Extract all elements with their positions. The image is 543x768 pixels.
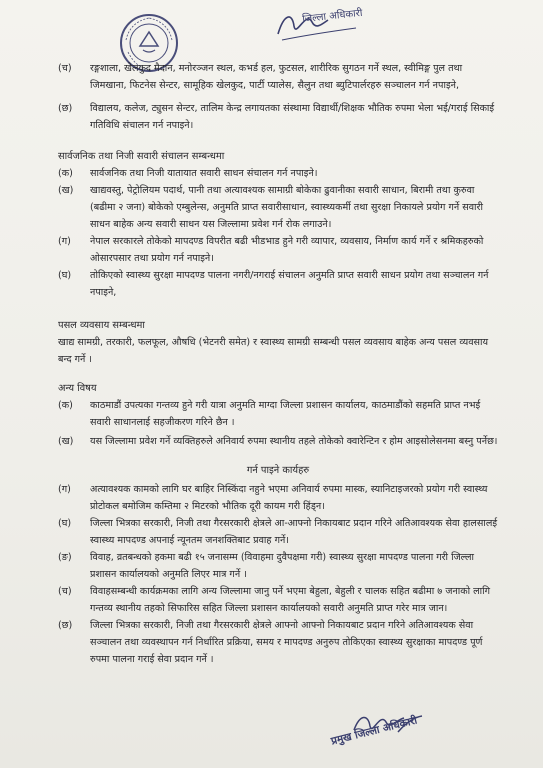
item-text: सार्वजनिक तथा निजी यातायात सवारी साधन संचालन गर्न नपाइने। [90, 168, 318, 179]
item-text: खाद्यवस्तु, पेट्रोलियम पदार्थ, पानी तथा अत्यावश्यक सामाग्री बोकेका ढुवानीका सवारी साधान, बिरामी तथा कुरुवा (बढीमा २ जना) बोकेको एम्बुलेन्स, अनुमति प्राप्त सवारीसाधान, स्वास्थ्यकर्मी तथा सुरक्षा निकायले प्रयोग गर्ने सवारी साधन बाहेक अन्य सवारी साधन यस जिल्लामा प्रवेश गर्न रोक लगाउने। [90, 185, 483, 230]
item-marker: (घ) [58, 518, 72, 529]
item-marker: (ग) [58, 484, 71, 495]
list-item [58, 165, 498, 182]
item-text: तोकिएको स्वास्थ्य सुरक्षा मापदण्ड पालना नगरी/नगराई संचालन अनुमति प्राप्त सवारी साधन प्रयोग तथा सञ्चालन गर्न नपाइने, [90, 270, 489, 298]
list-item [58, 267, 498, 301]
item-marker: (ङ) [58, 552, 72, 563]
list-item [58, 60, 498, 94]
list-item [58, 617, 498, 668]
item-marker: (घ) [58, 270, 72, 281]
top-stamp-label: जिल्ला अधिकारी [301, 7, 363, 26]
item-text: यस जिल्लामा प्रवेश गर्ने व्यक्तिहरुले अनिवार्य रुपमा स्थानीय तहले तोकेको क्वारेन्टिन र होम आइसोलेसनमा बस्नु पर्नेछ। [90, 436, 498, 447]
designation-stamp: प्रमुख जिल्ला अधिकारी [329, 714, 419, 748]
list-item [58, 433, 498, 450]
item-text: काठमाडौं उपत्यका गन्तव्य हुने गरी यात्रा अनुमति माग्दा जिल्ला प्रशासन कार्यालय, काठमाडौंको सहमति प्राप्त नभई सवारी साधानलाई सहजीकरण गरिने छैन । [90, 400, 481, 428]
item-text: जिल्ला भित्रका सरकारी, निजी तथा गैरसरकारी क्षेत्रले आफ्नो आफ्नो निकायबाट प्रदान गरिने अतिआवश्यक सेवा सञ्चालन तथा व्यवस्थापन गर्न निर्धारित प्रक्रिया, समय र मापदण्ड अनुरुप तोकिएका स्वास्थ्य सुरक्षाका मापदण्ड पूर्ण रुपमा पालना गराई सेवा प्रदान गर्ने । [90, 620, 483, 665]
item-marker: (च) [58, 586, 72, 597]
item-marker: (क) [58, 400, 73, 411]
item-text: विवाहसम्बन्धी कार्यक्रमका लागि अन्य जिल्लामा जानु पर्ने भएमा बेहुला, बेहुली र चालक सहित बढीमा ७ जनाको लागि गन्तव्य स्थानीय तहको सिफारिस सहित जिल्ला प्रशासन कार्यालयको सवारी अनुमति प्राप्त गरेर मात्र जान। [90, 586, 491, 614]
section-heading: गर्न पाइने कार्यहरु [246, 465, 310, 476]
item-text: जिल्ला भित्रका सरकारी, निजी तथा गैरसरकारी क्षेत्रले आ-आफ्नो निकायबाट प्रदान गरिने अतिआवश्यक सेवा हालसालई स्वास्थ्य मापदण्ड अपनाई न्यूनतम जनशक्तिबाट प्रवाह गर्ने। [90, 518, 498, 546]
list-item [58, 549, 498, 583]
list-item [58, 583, 498, 617]
item-text: नेपाल सरकारले तोकेको मापदण्ड विपरीत बढी भीडभाड हुने गरी व्यापार, व्यवसाय, निर्माण कार्य गर्ने र श्रमिकहरुको ओसारपसार तथा प्रयोग गर्न नपाइने। [90, 236, 484, 264]
paragraph: खाद्य सामग्री, तरकारी, फलफूल, औषधि (भेटनरी समेत) र स्वास्थ्य सामग्री सम्बन्धी पसल व्यवसाय बाहेक अन्य पसल व्यवसाय बन्द गर्ने । [58, 337, 489, 365]
item-marker: (क) [58, 168, 73, 179]
item-marker: (छ) [58, 620, 73, 631]
item-marker: (ग) [58, 236, 71, 247]
item-marker: (ख) [58, 436, 74, 447]
item-marker: (ख) [58, 185, 74, 196]
list-item [58, 515, 498, 549]
document-body [58, 60, 498, 668]
item-text: विवाह, व्रतबन्धको हकमा बढी १५ जनासम्म (विवाहमा दुवैपक्षमा गरी) स्वास्थ्य सुरक्षा मापदण्ड पालना गरी जिल्ला प्रशासन कार्यालयको अनुमति लिएर मात्र गर्ने । [90, 552, 475, 580]
list-item [58, 233, 498, 267]
section-heading: पसल व्यवसाय सम्बन्धमा [58, 320, 145, 331]
item-text: अत्यावश्यक कामको लागि घर बाहिर निस्किंदा नहुने भएमा अनिवार्य रुपमा मास्क, स्यानिटाइजरको प्रयोग गरी स्वास्थ्य प्रोटोकल बमोजिम कम्तिमा २ मिटरको भौतिक दूरी कायम गरी हिंड्न। [90, 484, 488, 512]
item-marker: (छ) [58, 103, 73, 114]
item-text: रङ्गशाला, खेलकुद मैदान, मनोरञ्जन स्थल, कभर्ड हल, फुटसल, शारीरिक सुगठन गर्ने स्थल, स्वीमिङ्ग पुल तथा जिमखाना, फिटनेस सेन्टर, सामूहिक खेलकुद, पार्टी प्यालेस, सैलुन तथा ब्युटिपार्लरहरु सञ्चालन गर्न नपाइने, [90, 63, 463, 91]
list-item [58, 397, 498, 431]
item-text: विद्यालय, कलेज, ट्युसन सेन्टर, तालिम केन्द्र लगायतका संस्थामा विद्यार्थी/शिक्षक भौतिक रुपमा भेला भई/गराई सिकाई गतिविधि संचालन गर्न नपाइने। [90, 103, 495, 131]
section-heading: सार्वजनिक तथा निजी सवारी संचालन सम्बन्धमा [58, 151, 225, 162]
list-item [58, 481, 498, 515]
item-marker: (च) [58, 63, 72, 74]
list-item [58, 182, 498, 233]
section-heading: अन्य विषय [58, 383, 97, 394]
list-item [58, 100, 498, 134]
